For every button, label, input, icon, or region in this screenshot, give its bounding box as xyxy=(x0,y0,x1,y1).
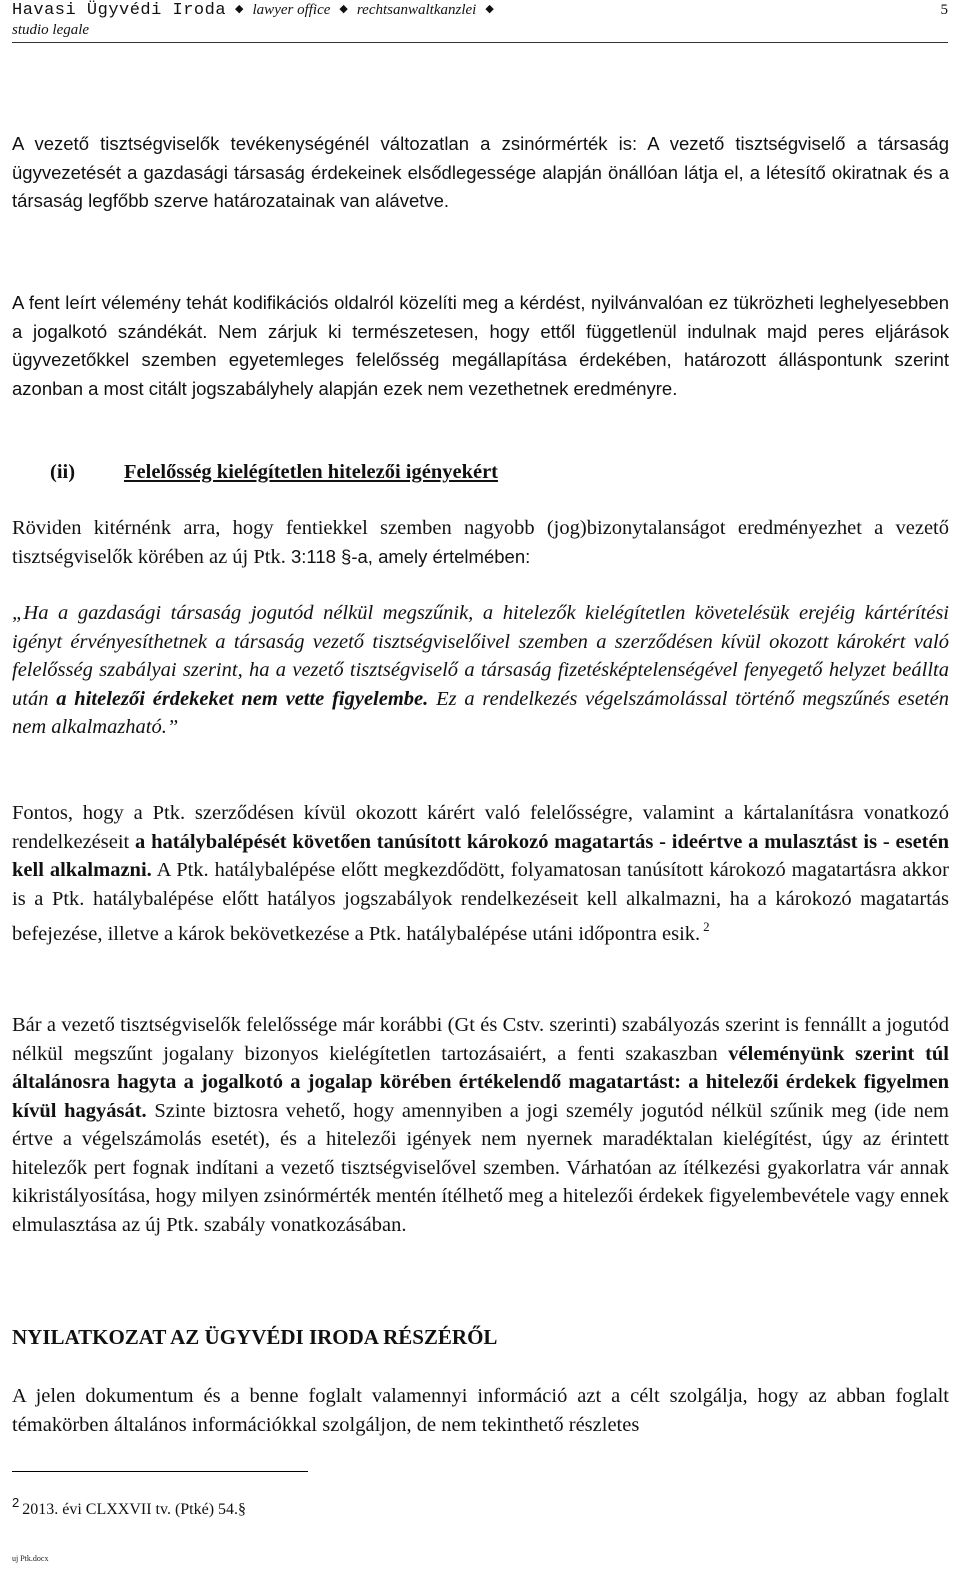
paragraph-text: Bár a vezető tisztségviselők felelőssége már korábbi (Gt és Cstv. szerinti) szabályozás szerint is fennállt a jogutód nélkül megszűnt jogalany bizonyos kielégítetlen tartozásaiért, a fenti szakaszban xyxy=(12,1014,949,1065)
paragraph-bold-text: véleményünk szerint túl általánosra hagyta a jogalkotó a jogalap körében értékelendő magatartást: a hitelezői érdekek figyelmen kívül hagyását. xyxy=(12,1042,949,1122)
footnote-separator xyxy=(12,1471,308,1472)
header-firm-line xyxy=(12,0,499,21)
page-number: 5 xyxy=(940,2,948,18)
quote-bold-text: a hitelezői érdekeket nem vette figyelembe. xyxy=(56,687,429,710)
footnote-text: 2013. évi CLXXVII tv. (Ptké) 54.§ xyxy=(22,1501,247,1518)
paragraph-text: Nem zárjuk ki természetesen, hogy ettől függetlenül indulnak majd peres eljárások ügyvezetőkkel szemben egyetemleges felelősség megállapítása érdekében, határozott álláspontunk szerint azonban a most citált jogszabályhely alapján ezek nem vezethetnek eredményre. xyxy=(12,320,949,399)
footnote xyxy=(12,1492,246,1521)
paragraph-text: Röviden kitérnénk arra, hogy fentiekkel szemben nagyobb (jog)bizonytalanságot eredményezhet a vezető tisztségviselők körében az új Ptk. xyxy=(12,517,949,568)
paragraph-text: A fent leírt vélemény tehát kodifikációs oldalról közelíti meg a kérdést, nyilvánvalóan ez tükrözheti leghelyesebben a jogalkotó szándékát. xyxy=(12,292,949,342)
paragraph-text: Fontos, hogy a Ptk. szerződésen kívül okozott kárért való felelősségre, valamint a kártalanításra vonatkozó rendelkezéseit xyxy=(12,802,949,853)
footnote-reference: 2 xyxy=(703,919,710,934)
firm-name: Havasi Ügyvédi Iroda xyxy=(12,1,227,20)
paragraph-liability-history xyxy=(12,1011,949,1239)
paragraph-text: Szinte biztosra vehető, hogy amennyiben a jogi személy jogutód nélkül szűnik meg (ide nem értve a végelszámolás esetét), és a hitelezői igények nem nyernek maradéktalan kielégítést, úgy az érintett hitelezők pert fognak indítani a vezető tisztségviselővel szemben. Várhatóan az ítélkezési gyakorlatra vár annak kikristályosítása, hogy milyen zsinórmérték mentén ítélhető meg a hitelezői érdekek figyelembevétele vagy ennek elmulasztása az új Ptk. szabály vonatkozásában. xyxy=(12,1099,949,1236)
paragraph-applicability xyxy=(12,799,949,949)
studio-legale-label: studio legale xyxy=(12,22,90,38)
diamond-icon: ◆ xyxy=(339,3,348,15)
disclaimer-heading: NYILATKOZAT AZ ÜGYVÉDI IRODA RÉSZÉRŐL xyxy=(12,1325,498,1349)
paragraph-text: A Ptk. hatálybalépése előtt megkezdődött, folyamatosan tanúsított károkozó magatartásra akkor is a Ptk. hatálybalépése előtt hatályos jogszabályok rendelkezéseit kell alkalmazni, ha a károkozó magatartás befejezése, illetve a károk bekövetkezése a Ptk. hatálybalépése utáni időpontra esik. xyxy=(12,859,949,945)
section-number: (ii) xyxy=(50,461,76,483)
section-title: Felelősség kielégítetlen hitelezői igényekért xyxy=(124,461,499,483)
paragraph-text: 3:118 §-a, amely értelmében: xyxy=(290,545,531,567)
paragraph-uncertainty xyxy=(12,514,949,571)
paragraph-codification-view xyxy=(12,289,949,403)
rechtsanwaltkanzlei-label: rechtsanwaltkanzlei xyxy=(356,2,477,18)
paragraph-disclaimer: A jelen dokumentum és a benne foglalt valamennyi információ azt a célt szolgálja, hogy az abban foglalt témakörben általános információkkal szolgáljon, de nem tekinthető részletes xyxy=(12,1385,949,1436)
file-name-footer: uj Ptk.docx xyxy=(12,1554,49,1563)
quote-text: Ez a rendelkezés végelszámolással történő megszűnés esetén nem alkalmazható.” xyxy=(12,687,949,738)
paragraph-bold-text: a hatálybalépését követően tanúsított károkozó magatartás - ideértve a mulasztást is - esetén kell alkalmazni. xyxy=(12,830,949,881)
diamond-icon: ◆ xyxy=(485,3,494,15)
diamond-icon: ◆ xyxy=(235,3,244,15)
quote-text: „Ha a gazdasági társaság jogutód nélkül megszűnik, a hitelezők kielégítetlen követelésük erejéig kártérítési igényt érvényesíthetnek a társaság vezető tisztségviselőivel szemben a szerződésen kívül okozott károkért való felelősség szabályai szerint, ha a vezető tisztségviselő a társaság fizetésképtelenségével fenyegető helyzet beállta után xyxy=(12,602,949,710)
page-header xyxy=(12,0,948,43)
footnote-number: 2 xyxy=(12,1495,20,1510)
legal-quote xyxy=(12,599,949,742)
lawyer-office-label: lawyer office xyxy=(252,2,331,18)
paragraph-leadership-standard: A vezető tisztségviselők tevékenységénél változatlan a zsinórmérték is: A vezető tisztségviselő a társaság ügyvezetését a gazdasági társaság érdekeinek elsődlegessége alapján önállóan látja el, a létesítő okiratnak és a társaság legfőbb szerve határozatainak van alávetve. xyxy=(12,133,949,211)
